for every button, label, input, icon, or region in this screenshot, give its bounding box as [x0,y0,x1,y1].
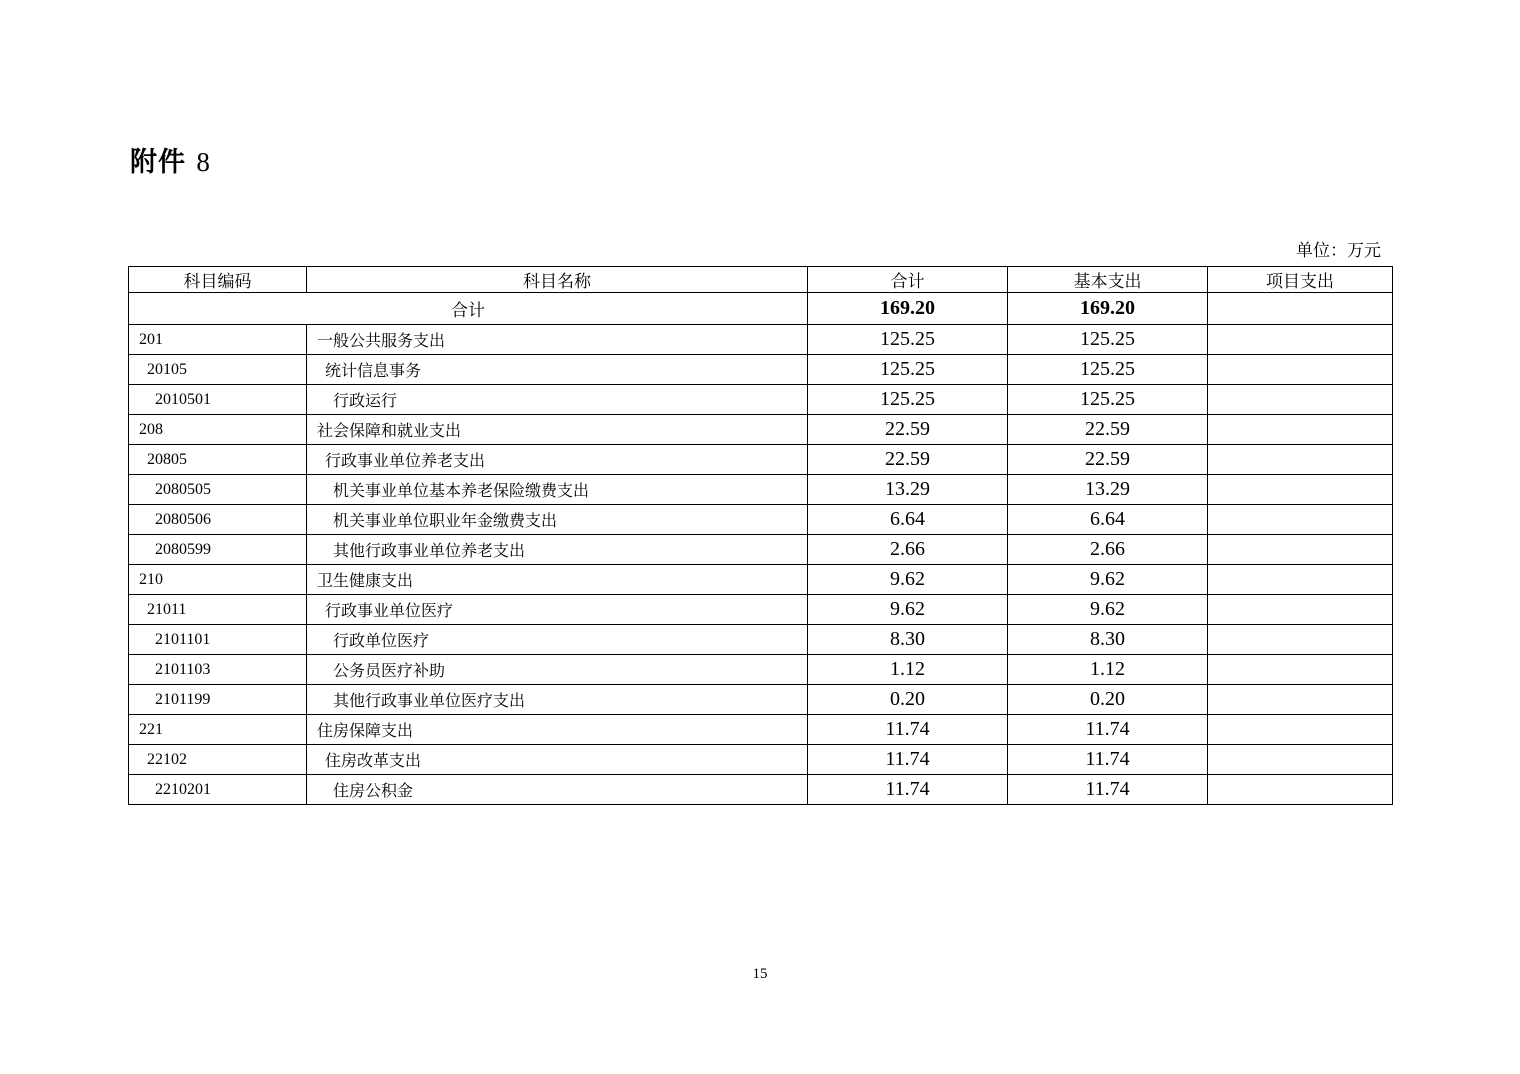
row-total: 2.66 [808,535,1008,565]
row-project [1208,655,1393,685]
row-basic: 9.62 [1008,595,1208,625]
row-basic: 2.66 [1008,535,1208,565]
row-total: 13.29 [808,475,1008,505]
header-name: 科目名称 [307,267,808,293]
row-project [1208,415,1393,445]
summary-basic: 169.20 [1008,293,1208,325]
row-total: 11.74 [808,715,1008,745]
row-project [1208,325,1393,355]
header-basic: 基本支出 [1008,267,1208,293]
row-project [1208,475,1393,505]
row-basic: 125.25 [1008,325,1208,355]
row-basic: 11.74 [1008,775,1208,805]
attachment-heading-label: 附件 [130,147,186,178]
table-row [129,475,1393,505]
row-project [1208,355,1393,385]
row-project [1208,535,1393,565]
table-row [129,625,1393,655]
row-code: 20805 [129,445,307,475]
summary-label: 合计 [129,293,808,325]
row-basic: 11.74 [1008,745,1208,775]
table-row [129,505,1393,535]
row-total: 125.25 [808,385,1008,415]
table-row [129,685,1393,715]
table-row [129,655,1393,685]
row-name: 其他行政事业单位医疗支出 [307,685,808,715]
summary-row [129,293,1393,325]
row-name: 社会保障和就业支出 [307,415,808,445]
row-basic: 11.74 [1008,715,1208,745]
row-name: 卫生健康支出 [307,565,808,595]
row-name: 住房改革支出 [307,745,808,775]
row-name: 机关事业单位基本养老保险缴费支出 [307,475,808,505]
row-code: 2010501 [129,385,307,415]
row-project [1208,445,1393,475]
attachment-heading [130,142,211,183]
table-row [129,445,1393,475]
row-code: 2080599 [129,535,307,565]
row-project [1208,745,1393,775]
budget-table [128,266,1393,805]
row-basic: 125.25 [1008,385,1208,415]
row-total: 11.74 [808,775,1008,805]
row-name: 其他行政事业单位养老支出 [307,535,808,565]
row-name: 行政事业单位医疗 [307,595,808,625]
row-total: 9.62 [808,595,1008,625]
row-total: 22.59 [808,415,1008,445]
row-name: 住房保障支出 [307,715,808,745]
row-total: 9.62 [808,565,1008,595]
row-name: 统计信息事务 [307,355,808,385]
row-total: 1.12 [808,655,1008,685]
row-code: 2210201 [129,775,307,805]
row-project [1208,685,1393,715]
row-name: 行政单位医疗 [307,625,808,655]
row-project [1208,565,1393,595]
table-row [129,595,1393,625]
attachment-heading-number: 8 [196,147,211,177]
row-code: 208 [129,415,307,445]
table-row [129,775,1393,805]
row-name: 住房公积金 [307,775,808,805]
table-row [129,715,1393,745]
summary-project [1208,293,1393,325]
row-code: 20105 [129,355,307,385]
summary-total: 169.20 [808,293,1008,325]
row-project [1208,385,1393,415]
row-project [1208,625,1393,655]
row-code: 2101199 [129,685,307,715]
row-total: 22.59 [808,445,1008,475]
header-total: 合计 [808,267,1008,293]
row-basic: 1.12 [1008,655,1208,685]
row-project [1208,715,1393,745]
row-code: 21011 [129,595,307,625]
header-code: 科目编码 [129,267,307,293]
table-row [129,385,1393,415]
row-basic: 0.20 [1008,685,1208,715]
row-project [1208,775,1393,805]
row-project [1208,595,1393,625]
row-total: 125.25 [808,325,1008,355]
row-code: 221 [129,715,307,745]
row-project [1208,505,1393,535]
row-total: 125.25 [808,355,1008,385]
table-row [129,565,1393,595]
table-row [129,355,1393,385]
row-code: 2101101 [129,625,307,655]
unit-label: 单位：万元 [1296,241,1381,260]
table-row [129,415,1393,445]
row-basic: 125.25 [1008,355,1208,385]
row-basic: 22.59 [1008,445,1208,475]
row-total: 11.74 [808,745,1008,775]
table-row [129,325,1393,355]
row-total: 0.20 [808,685,1008,715]
row-name: 公务员医疗补助 [307,655,808,685]
row-code: 2080506 [129,505,307,535]
row-code: 210 [129,565,307,595]
row-name: 机关事业单位职业年金缴费支出 [307,505,808,535]
row-basic: 22.59 [1008,415,1208,445]
row-code: 2101103 [129,655,307,685]
row-total: 6.64 [808,505,1008,535]
table-row [129,535,1393,565]
row-name: 一般公共服务支出 [307,325,808,355]
table-row [129,745,1393,775]
header-row [129,267,1393,293]
row-name: 行政运行 [307,385,808,415]
row-name: 行政事业单位养老支出 [307,445,808,475]
page-number: 15 [752,966,768,982]
row-basic: 8.30 [1008,625,1208,655]
row-basic: 6.64 [1008,505,1208,535]
row-code: 201 [129,325,307,355]
row-basic: 13.29 [1008,475,1208,505]
row-basic: 9.62 [1008,565,1208,595]
row-code: 22102 [129,745,307,775]
row-code: 2080505 [129,475,307,505]
row-total: 8.30 [808,625,1008,655]
header-project: 项目支出 [1208,267,1393,293]
